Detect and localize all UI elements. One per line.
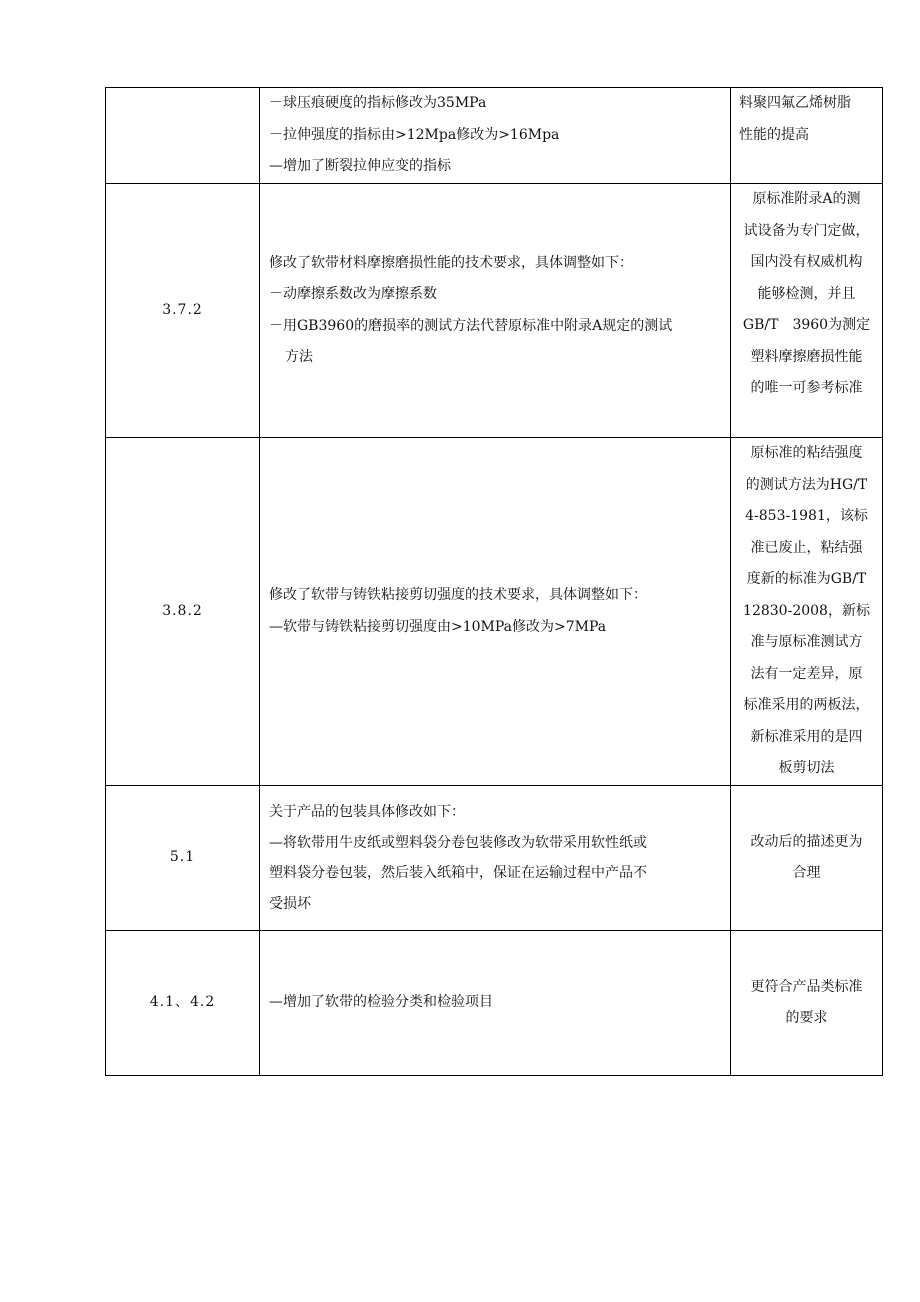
reason-line: 标准采用的两板法，: [743, 697, 870, 713]
description-cell: [260, 88, 731, 184]
table-row: [106, 88, 883, 184]
description-line: －拉伸强度的指标由>12Mpa修改为>16Mpa: [269, 126, 560, 143]
description-line: —将软带用牛皮纸或塑料袋分卷包装修改为软带采用软性纸或: [269, 834, 647, 851]
reason-line: 法有一定差异，原: [750, 665, 863, 682]
description-cell: [260, 184, 731, 438]
reason-line: 能够检测，并且: [757, 285, 856, 302]
reason-line: 新标准采用的是四: [750, 728, 863, 745]
reason-line: 试设备为专门定做，: [743, 222, 870, 239]
description-line: —增加了软带的检验分类和检验项目: [269, 994, 493, 1011]
description-line: 受损坏: [269, 895, 311, 912]
table-row: [106, 931, 883, 1076]
section-cell: [106, 88, 260, 184]
description-line: 修改了软带与铸铁粘接剪切强度的技术要求，具体调整如下：: [269, 587, 647, 603]
description-line: 关于产品的包装具体修改如下：: [269, 804, 465, 820]
reason-line: 国内没有权威机构: [750, 254, 863, 270]
table-row: [106, 786, 883, 931]
reason-line: 准已废止，粘结强: [750, 539, 863, 556]
reason-line: 12830-2008，新标: [743, 602, 870, 619]
reason-cell: [731, 184, 883, 438]
description-cell: [260, 931, 731, 1076]
description-cell: [260, 786, 731, 931]
section-cell: 4.1、4.2: [106, 931, 260, 1076]
table-row: [106, 184, 883, 438]
reason-line: 更符合产品类标准: [750, 978, 863, 995]
description-line: －动摩擦系数改为摩擦系数: [269, 286, 437, 302]
reason-cell: [731, 438, 883, 786]
section-cell: 3.7.2: [106, 184, 260, 438]
reason-line: 准与原标准测试方: [750, 634, 863, 650]
reason-line: 的要求: [785, 1010, 828, 1026]
description-line: —增加了断裂拉伸应变的指标: [269, 158, 451, 174]
description-line: 修改了软带材料摩擦磨损性能的技术要求，具体调整如下：: [269, 254, 633, 271]
reason-line: 的唯一可参考标准: [750, 380, 863, 396]
description-line: －球压痕硬度的指标修改为35MPa: [269, 95, 487, 111]
reason-cell: [731, 88, 883, 184]
reason-line: 的测试方法为HG/T: [745, 476, 868, 493]
description-line: —软带与铸铁粘接剪切强度由>10MPa修改为>7MPa: [269, 618, 607, 635]
description-line: －用GB3960的磨损率的测试方法代替原标准中附录A规定的测试: [269, 317, 673, 334]
reason-cell: [731, 931, 883, 1076]
description-cell: [260, 438, 731, 786]
reason-cell: [731, 786, 883, 931]
reason-line: 度新的标准为GB/T: [746, 571, 867, 587]
description-line: 塑料袋分卷包装，然后装入纸箱中，保证在运输过程中产品不: [269, 865, 647, 881]
reason-line: 塑料摩擦磨损性能: [750, 348, 863, 365]
reason-line: 改动后的描述更为: [750, 833, 863, 850]
revision-table: [105, 87, 883, 1076]
reason-line: 料聚四氟乙烯树脂: [739, 95, 851, 111]
reason-line: 性能的提高: [739, 126, 809, 143]
description-line: 方法: [285, 349, 313, 365]
reason-line: 原标准附录A的测: [752, 191, 861, 207]
reason-line: 合理: [792, 865, 821, 881]
reason-line: GB/T 3960为测定: [742, 317, 871, 333]
section-cell: 5.1: [106, 786, 260, 931]
reason-line: 原标准的粘结强度: [750, 445, 863, 461]
reason-line: 板剪切法: [778, 760, 835, 776]
reason-line: 4-853-1981，该标: [745, 508, 868, 524]
section-cell: 3.8.2: [106, 438, 260, 786]
table-row: [106, 438, 883, 786]
